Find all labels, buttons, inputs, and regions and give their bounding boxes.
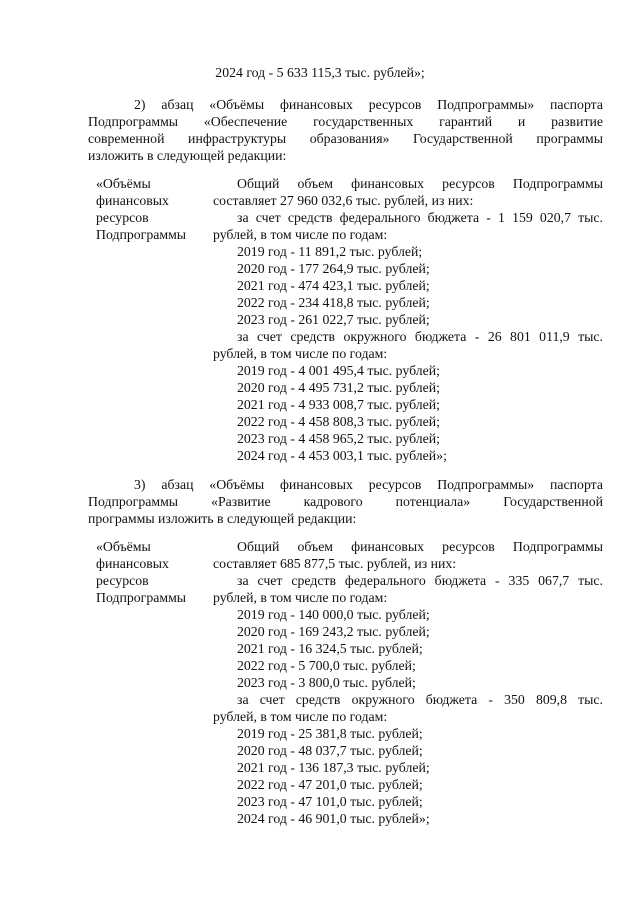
section2-federal-line: рублей, в том числе по годам:: [213, 227, 388, 242]
section2-okrug-year: 2023 год - 4 458 965,2 тыс. рублей;: [237, 431, 441, 446]
section3-okrug-year: 2019 год - 25 381,8 тыс. рублей;: [237, 726, 423, 741]
section2-para-line: изложить в следующей редакции:: [88, 148, 287, 163]
section3-label-line: Подпрограммы: [96, 590, 187, 605]
section3-federal-year: 2020 год - 169 243,2 тыс. рублей;: [237, 624, 430, 639]
section2-okrug-year: 2019 год - 4 001 495,4 тыс. рублей;: [237, 363, 441, 378]
section2-total-line: Общий объем финансовых ресурсов Подпрограммы: [237, 176, 603, 191]
section3-label-line: ресурсов: [96, 573, 149, 588]
section3-federal-year: 2022 год - 5 700,0 тыс. рублей;: [237, 658, 416, 673]
section2-federal-line: за счет средств федерального бюджета - 1 159 020,7 тыс.: [237, 210, 603, 225]
section3-federal-line: рублей, в том числе по годам:: [213, 590, 388, 605]
section2-para-line: Подпрограммы «Обеспечение государственных гарантий и развитие: [88, 114, 603, 129]
section2-federal-year: 2022 год - 234 418,8 тыс. рублей;: [237, 295, 430, 310]
section2-total-line: составляет 27 960 032,6 тыс. рублей, из них:: [213, 193, 474, 208]
section2-para-line: современной инфраструктуры образования» Государственной программы: [88, 131, 603, 146]
section2-okrug-year: 2024 год - 4 453 003,1 тыс. рублей»;: [237, 448, 447, 463]
section3-federal-year: 2019 год - 140 000,0 тыс. рублей;: [237, 607, 430, 622]
section2-federal-year: 2019 год - 11 891,2 тыс. рублей;: [237, 244, 423, 259]
section2-okrug-year: 2020 год - 4 495 731,2 тыс. рублей;: [237, 380, 441, 395]
section3-okrug-line: за счет средств окружного бюджета - 350 809,8 тыс.: [237, 692, 603, 707]
section2-federal-year: 2023 год - 261 022,7 тыс. рублей;: [237, 312, 430, 327]
section3-federal-year: 2023 год - 3 800,0 тыс. рублей;: [237, 675, 416, 690]
section2-label-line: «Объёмы: [96, 176, 151, 191]
section2-okrug-year: 2022 год - 4 458 808,3 тыс. рублей;: [237, 414, 441, 429]
section3-okrug-year: 2020 год - 48 037,7 тыс. рублей;: [237, 743, 423, 758]
section2-okrug-year: 2021 год - 4 933 008,7 тыс. рублей;: [237, 397, 441, 412]
section3-federal-year: 2021 год - 16 324,5 тыс. рублей;: [237, 641, 423, 656]
section2-label-line: Подпрограммы: [96, 227, 187, 242]
section3-para-line: Подпрограммы «Развитие кадрового потенциала» Государственной: [88, 494, 603, 509]
section3-label-line: финансовых: [96, 556, 169, 571]
section3-okrug-year: 2021 год - 136 187,3 тыс. рублей;: [237, 760, 430, 775]
section3-okrug-line: рублей, в том числе по годам:: [213, 709, 388, 724]
section3-federal-line: за счет средств федерального бюджета - 335 067,7 тыс.: [237, 573, 603, 588]
intro-tail-line: 2024 год - 5 633 115,3 тыс. рублей»;: [215, 65, 425, 80]
section2-para-line: 2) абзац «Объёмы финансовых ресурсов Подпрограммы» паспорта: [134, 97, 603, 112]
section3-total-line: составляет 685 877,5 тыс. рублей, из них:: [213, 556, 457, 571]
section2-federal-year: 2021 год - 474 423,1 тыс. рублей;: [237, 278, 430, 293]
section3-total-line: Общий объем финансовых ресурсов Подпрограммы: [237, 539, 603, 554]
section3-para-line: 3) абзац «Объёмы финансовых ресурсов Подпрограммы» паспорта: [134, 477, 603, 492]
section2-label-line: финансовых: [96, 193, 169, 208]
section3-okrug-year: 2022 год - 47 201,0 тыс. рублей;: [237, 777, 423, 792]
section3-okrug-year: 2023 год - 47 101,0 тыс. рублей;: [237, 794, 423, 809]
section2-label-line: ресурсов: [96, 210, 149, 225]
section2-federal-year: 2020 год - 177 264,9 тыс. рублей;: [237, 261, 430, 276]
section2-okrug-line: рублей, в том числе по годам:: [213, 346, 388, 361]
section3-okrug-year: 2024 год - 46 901,0 тыс. рублей»;: [237, 811, 430, 826]
section3-para-line: программы изложить в следующей редакции:: [88, 511, 357, 526]
section2-okrug-line: за счет средств окружного бюджета - 26 801 011,9 тыс.: [237, 329, 603, 344]
section3-label-line: «Объёмы: [96, 539, 151, 554]
